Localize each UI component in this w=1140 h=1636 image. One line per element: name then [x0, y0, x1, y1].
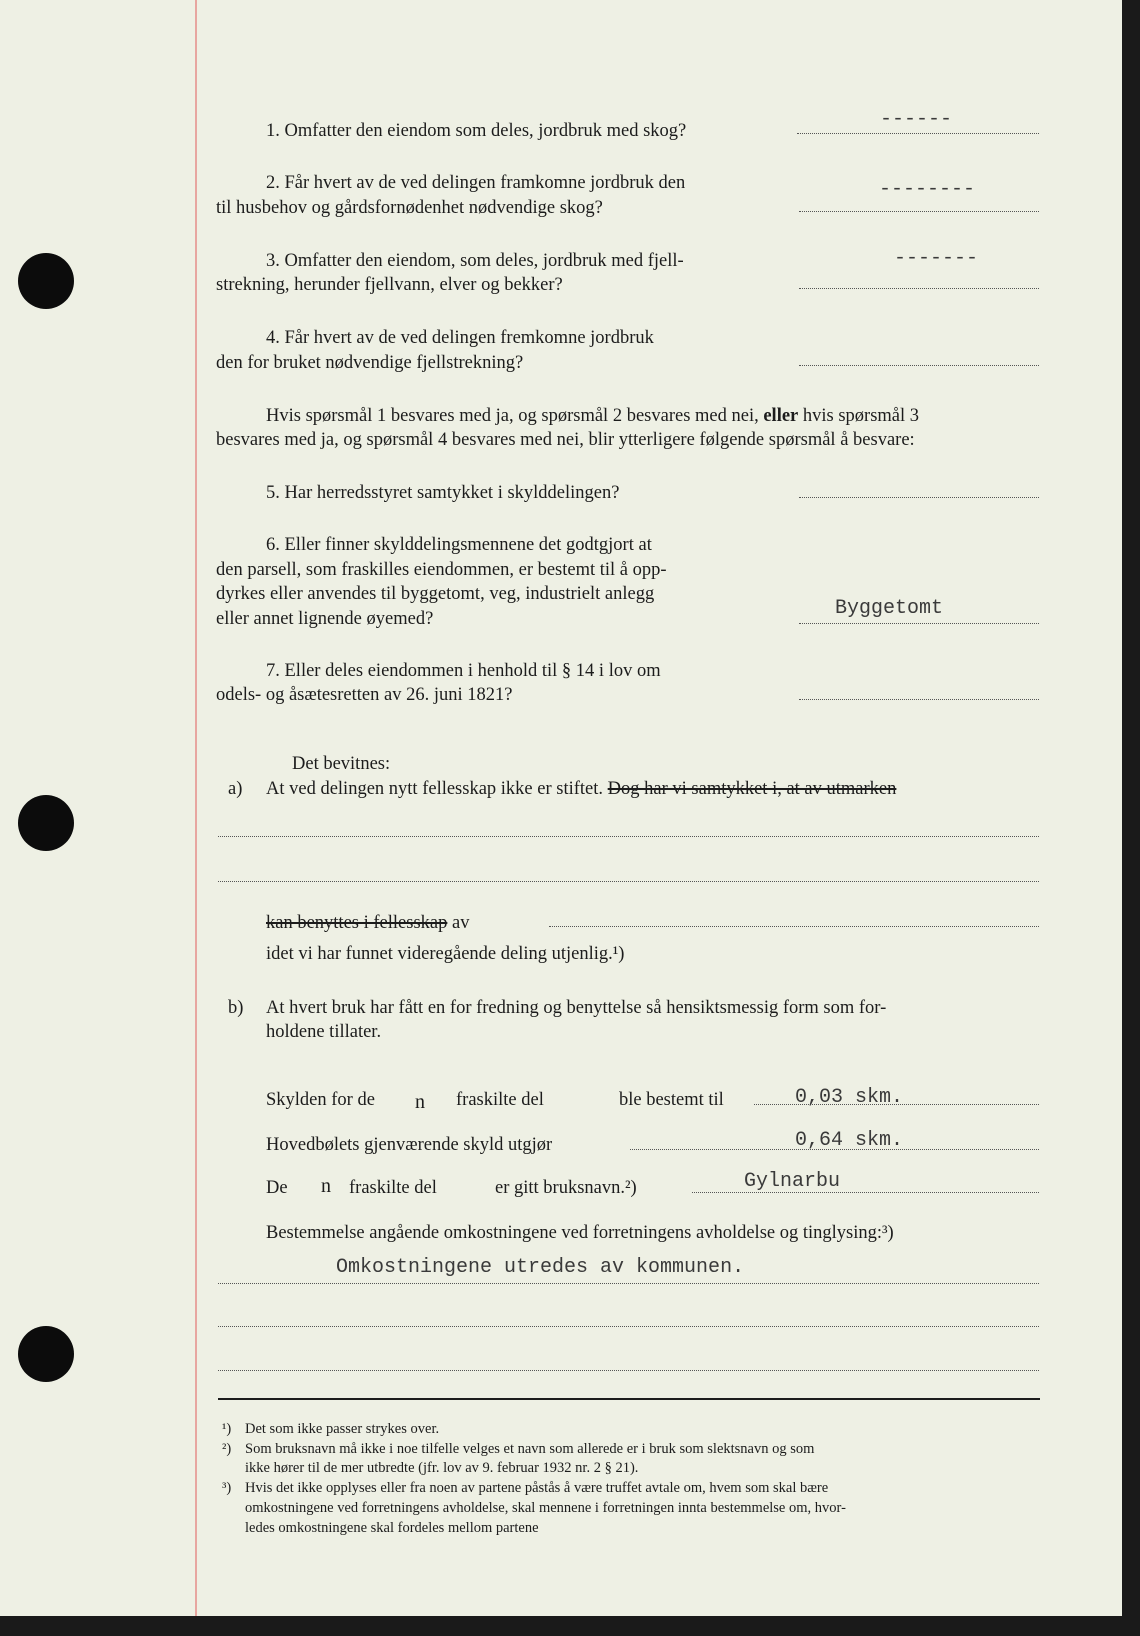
punch-hole — [18, 253, 74, 309]
answer-6: Byggetomt — [835, 597, 944, 620]
skyld-bruksnavn-label: er gitt bruksnavn.²) — [495, 1178, 637, 1198]
attest-b-line-1: At hvert bruk har fått en for fredning og benyttelse så hensiktsmessig form som for- — [266, 998, 887, 1018]
answer-line-2 — [799, 211, 1039, 212]
kan-line: kan benyttes i fellesskap av — [266, 913, 470, 933]
answer-line-5 — [799, 497, 1039, 498]
attest-b-label: b) — [228, 998, 244, 1018]
attest-a-label: a) — [228, 779, 243, 799]
idet-line: idet vi har funnet videregående deling utjenlig.¹) — [266, 944, 625, 964]
bruksnavn-value: Gylnarbu — [744, 1170, 841, 1193]
answer-line-4 — [799, 365, 1039, 366]
question-3: 3. Omfatter den eiendom, som deles, jordbruk med fjell- — [266, 251, 684, 271]
question-3-line-2: strekning, herunder fjellvann, elver og bekker? — [216, 275, 563, 295]
question-6-line-2: den parsell, som fraskilles eiendommen, er bestemt til å opp- — [216, 560, 667, 580]
question-6: 6. Eller finner skylddelingsmennene det godtgjort at — [266, 535, 652, 555]
skyld-bestemt: ble bestemt til — [619, 1090, 724, 1110]
answer-3: ------- — [894, 247, 979, 270]
answer-line-6 — [799, 623, 1039, 624]
footnote-3-line-1: Hvis det ikke opplyses eller fra noen av partene påstås å være truffet avtale om, hvem som skal bære — [245, 1480, 829, 1496]
footnote-1-mark: ¹) — [222, 1421, 232, 1437]
footnote-3-line-3: ledes omkostningene skal fordeles mellom partene — [245, 1520, 539, 1536]
footnote-2-line-1: Som bruksnavn må ikke i noe tilfelle velges et navn som allerede er i bruk som slektsnavn og som — [245, 1441, 815, 1457]
blank-line — [218, 836, 1039, 837]
blank-line — [218, 1370, 1039, 1371]
footnote-3-mark: ³) — [222, 1480, 232, 1496]
question-5: 5. Har herredsstyret samtykket i skylddelingen? — [266, 483, 620, 503]
blank-line — [218, 881, 1039, 882]
skyld-fraskilte-1: fraskilte del — [456, 1090, 544, 1110]
attest-a-struck: Dog har vi samtykket i, at av utmarken — [607, 779, 897, 799]
footnote-2-mark: ²) — [222, 1441, 232, 1457]
question-7: 7. Eller deles eiendommen i henhold til § 14 i lov om — [266, 661, 661, 681]
footnote-2-line-2: ikke hører til de mer utbredte (jfr. lov av 9. februar 1932 nr. 2 § 21). — [245, 1460, 639, 1476]
attest-heading: Det bevitnes: — [292, 754, 391, 774]
skyld-n-1: n — [415, 1091, 425, 1113]
punch-hole — [18, 795, 74, 851]
attest-a-text: At ved delingen nytt fellesskap ikke er stiftet. Dog har vi samtykket i, at av utmarken — [266, 779, 897, 799]
skyld-fraskilte-3: fraskilte del — [349, 1178, 437, 1198]
skyld-value-2: 0,64 skm. — [795, 1129, 904, 1152]
question-4: 4. Får hvert av de ved delingen fremkomne jordbruk — [266, 328, 654, 348]
attest-b-line-2: holdene tillater. — [266, 1022, 382, 1042]
conditional-line-1: Hvis spørsmål 1 besvares med ja, og spørsmål 2 besvares med nei, eller hvis spørsmål 3 — [266, 406, 920, 426]
margin-line — [195, 0, 197, 1616]
question-1: 1. Omfatter den eiendom som deles, jordbruk med skog? — [266, 121, 687, 141]
footnote-1: Det som ikke passer strykes over. — [245, 1421, 440, 1437]
footnote-rule — [218, 1398, 1040, 1400]
blank-line — [549, 926, 1039, 927]
answer-1: ------ — [880, 108, 953, 131]
skyld-line-2: Hovedbølets gjenværende skyld utgjør — [266, 1135, 553, 1155]
skyld-line-1: Skylden for de — [266, 1090, 375, 1110]
punch-hole — [18, 1326, 74, 1382]
kan-struck: kan benyttes i fellesskap — [266, 913, 448, 933]
question-6-line-3: dyrkes eller anvendes til byggetomt, veg, industrielt anlegg — [216, 584, 655, 604]
blank-line — [218, 1326, 1039, 1327]
conditional-line-2: besvares med ja, og spørsmål 4 besvares med nei, blir ytterligere følgende spørsmål å besvare: — [216, 430, 915, 450]
question-2: 2. Får hvert av de ved delingen framkomne jordbruk den — [266, 173, 686, 193]
footnote-3-line-2: omkostningene ved forretningens avholdelse, skal mennene i forretningen innta bestemmelse om, hvor- — [245, 1500, 846, 1516]
question-6-line-4: eller annet lignende øyemed? — [216, 609, 434, 629]
skyld-line-3: De — [266, 1178, 288, 1198]
question-2-line-2: til husbehov og gårdsfornødenhet nødvendige skog? — [216, 198, 603, 218]
question-4-line-2: den for bruket nødvendige fjellstrekning? — [216, 353, 524, 373]
cost-label: Bestemmelse angående omkostningene ved forretningens avholdelse og tinglysing:³) — [266, 1223, 894, 1243]
answer-line-3 — [799, 288, 1039, 289]
cost-line — [218, 1283, 1039, 1284]
answer-line-1 — [797, 133, 1039, 134]
skyld-n-3: n — [321, 1175, 331, 1197]
answer-2: -------- — [879, 178, 976, 201]
answer-line-7 — [799, 699, 1039, 700]
skyld-value-1: 0,03 skm. — [795, 1086, 904, 1109]
question-7-line-2: odels- og åsætesretten av 26. juni 1821? — [216, 685, 513, 705]
cost-value: Omkostningene utredes av kommunen. — [336, 1256, 745, 1279]
